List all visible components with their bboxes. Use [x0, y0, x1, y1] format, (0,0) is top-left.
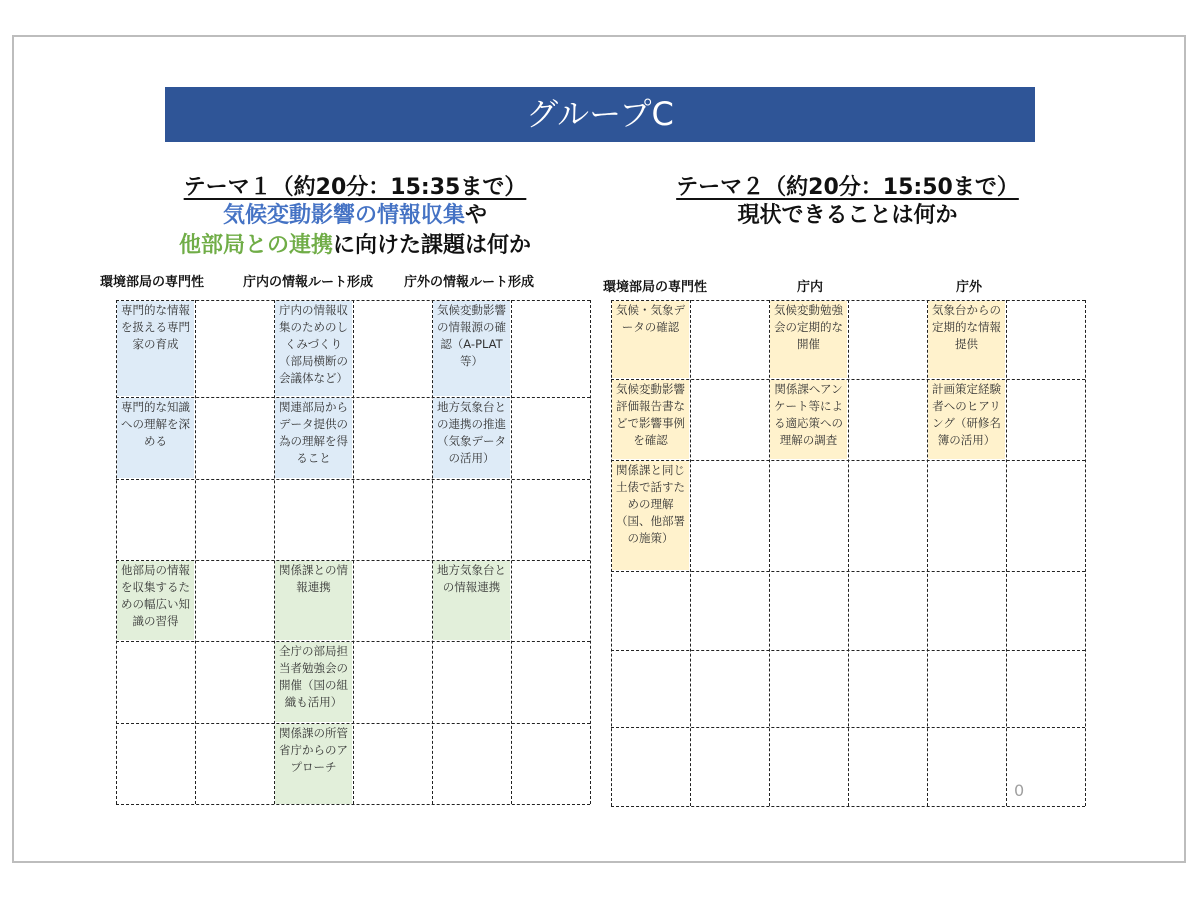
- theme1-line1-blue: 気候変動影響の情報収集: [222, 203, 465, 228]
- theme1-note-9: 地方気象台との情報連携: [433, 561, 510, 640]
- theme2-grid-hline: [611, 650, 1085, 651]
- theme1-col-header-2: 庁内の情報ルート形成: [243, 275, 374, 290]
- theme2-grid-hline: [611, 806, 1085, 807]
- theme1-note-6: 地方気象台との連携の推進（気象データの活用）: [433, 398, 510, 478]
- theme2-note-7: 関係課と同じ土俵で話すための理解（国、他部署の施策）: [612, 461, 689, 570]
- theme1-note-4: 専門的な知識への理解を深める: [117, 398, 194, 478]
- theme2-grid-vline: [690, 300, 691, 806]
- theme2-col-header-2: 庁内: [797, 280, 824, 295]
- theme2-subtitle: 現状できることは何か: [737, 203, 958, 228]
- theme1-line2-green: 他部局との連携: [178, 233, 333, 258]
- theme1-grid-hline: [116, 479, 590, 480]
- theme1-line2-rest: に向けた課題は何か: [333, 233, 532, 258]
- theme1-grid-hline: [116, 723, 590, 724]
- theme1-col-header-3: 庁外の情報ルート形成: [404, 275, 535, 290]
- theme2-grid-hline: [611, 727, 1085, 728]
- theme2-heading: テーマ２（約20分：15:50まで）: [676, 175, 1019, 200]
- theme1-line2: [120, 231, 590, 261]
- theme1-note-2: 庁内の情報収集のためのしくみづくり（部局横断の会議体など）: [275, 301, 352, 396]
- theme1-grid-hline: [116, 804, 590, 805]
- theme1-grid-hline: [116, 641, 590, 642]
- theme2-col-header-3: 庁外: [956, 280, 983, 295]
- theme2-note-3: 気象台からの定期的な情報提供: [928, 301, 1005, 378]
- group-title-banner: グループC: [165, 87, 1035, 142]
- theme2-note-5: 関係課へアンケート等による適応策への理解の調査: [770, 380, 847, 459]
- theme1-note-11: 関係課の所管省庁からのアプローチ: [275, 724, 352, 804]
- theme1-grid-vline: [590, 300, 591, 804]
- theme2-grid-vline: [1006, 300, 1007, 806]
- theme1-grid-vline: [353, 300, 354, 804]
- theme2-note-6: 計画策定経験者へのヒアリング（研修名簿の活用）: [928, 380, 1005, 459]
- theme2-col-header-1: 環境部局の専門性: [603, 280, 708, 295]
- theme1-note-1: 専門的な情報を扱える専門家の育成: [117, 301, 194, 396]
- theme1-note-10: 全庁の部局担当者勉強会の開催（国の組織も活用）: [275, 642, 352, 722]
- theme1-header: [120, 175, 590, 261]
- theme2-header: [610, 175, 1085, 231]
- page-number: 0: [1014, 781, 1025, 800]
- theme1-line1-rest: や: [465, 203, 488, 228]
- theme2-note-1: 気候・気象データの確認: [612, 301, 689, 378]
- theme2-grid-vline: [848, 300, 849, 806]
- theme2-note-4: 気候変動影響評価報告書などで影響事例を確認: [612, 380, 689, 459]
- theme1-note-7: 他部局の情報を収集するための幅広い知識の習得: [117, 561, 194, 640]
- theme1-col-header-1: 環境部局の専門性: [100, 275, 205, 290]
- theme2-note-2: 気候変動勉強会の定期的な開催: [770, 301, 847, 378]
- theme1-note-5: 関連部局からデータ提供の為の理解を得ること: [275, 398, 352, 478]
- theme1-heading: テーマ１（約20分：15:35まで）: [183, 175, 527, 200]
- theme1-line1: [120, 201, 590, 231]
- theme1-grid-vline: [195, 300, 196, 804]
- theme1-grid-vline: [511, 300, 512, 804]
- theme2-grid-hline: [611, 571, 1085, 572]
- theme1-note-8: 関係課との情報連携: [275, 561, 352, 640]
- theme1-note-3: 気候変動影響の情報源の確認（A-PLAT等）: [433, 301, 510, 396]
- theme2-grid-vline: [1085, 300, 1086, 806]
